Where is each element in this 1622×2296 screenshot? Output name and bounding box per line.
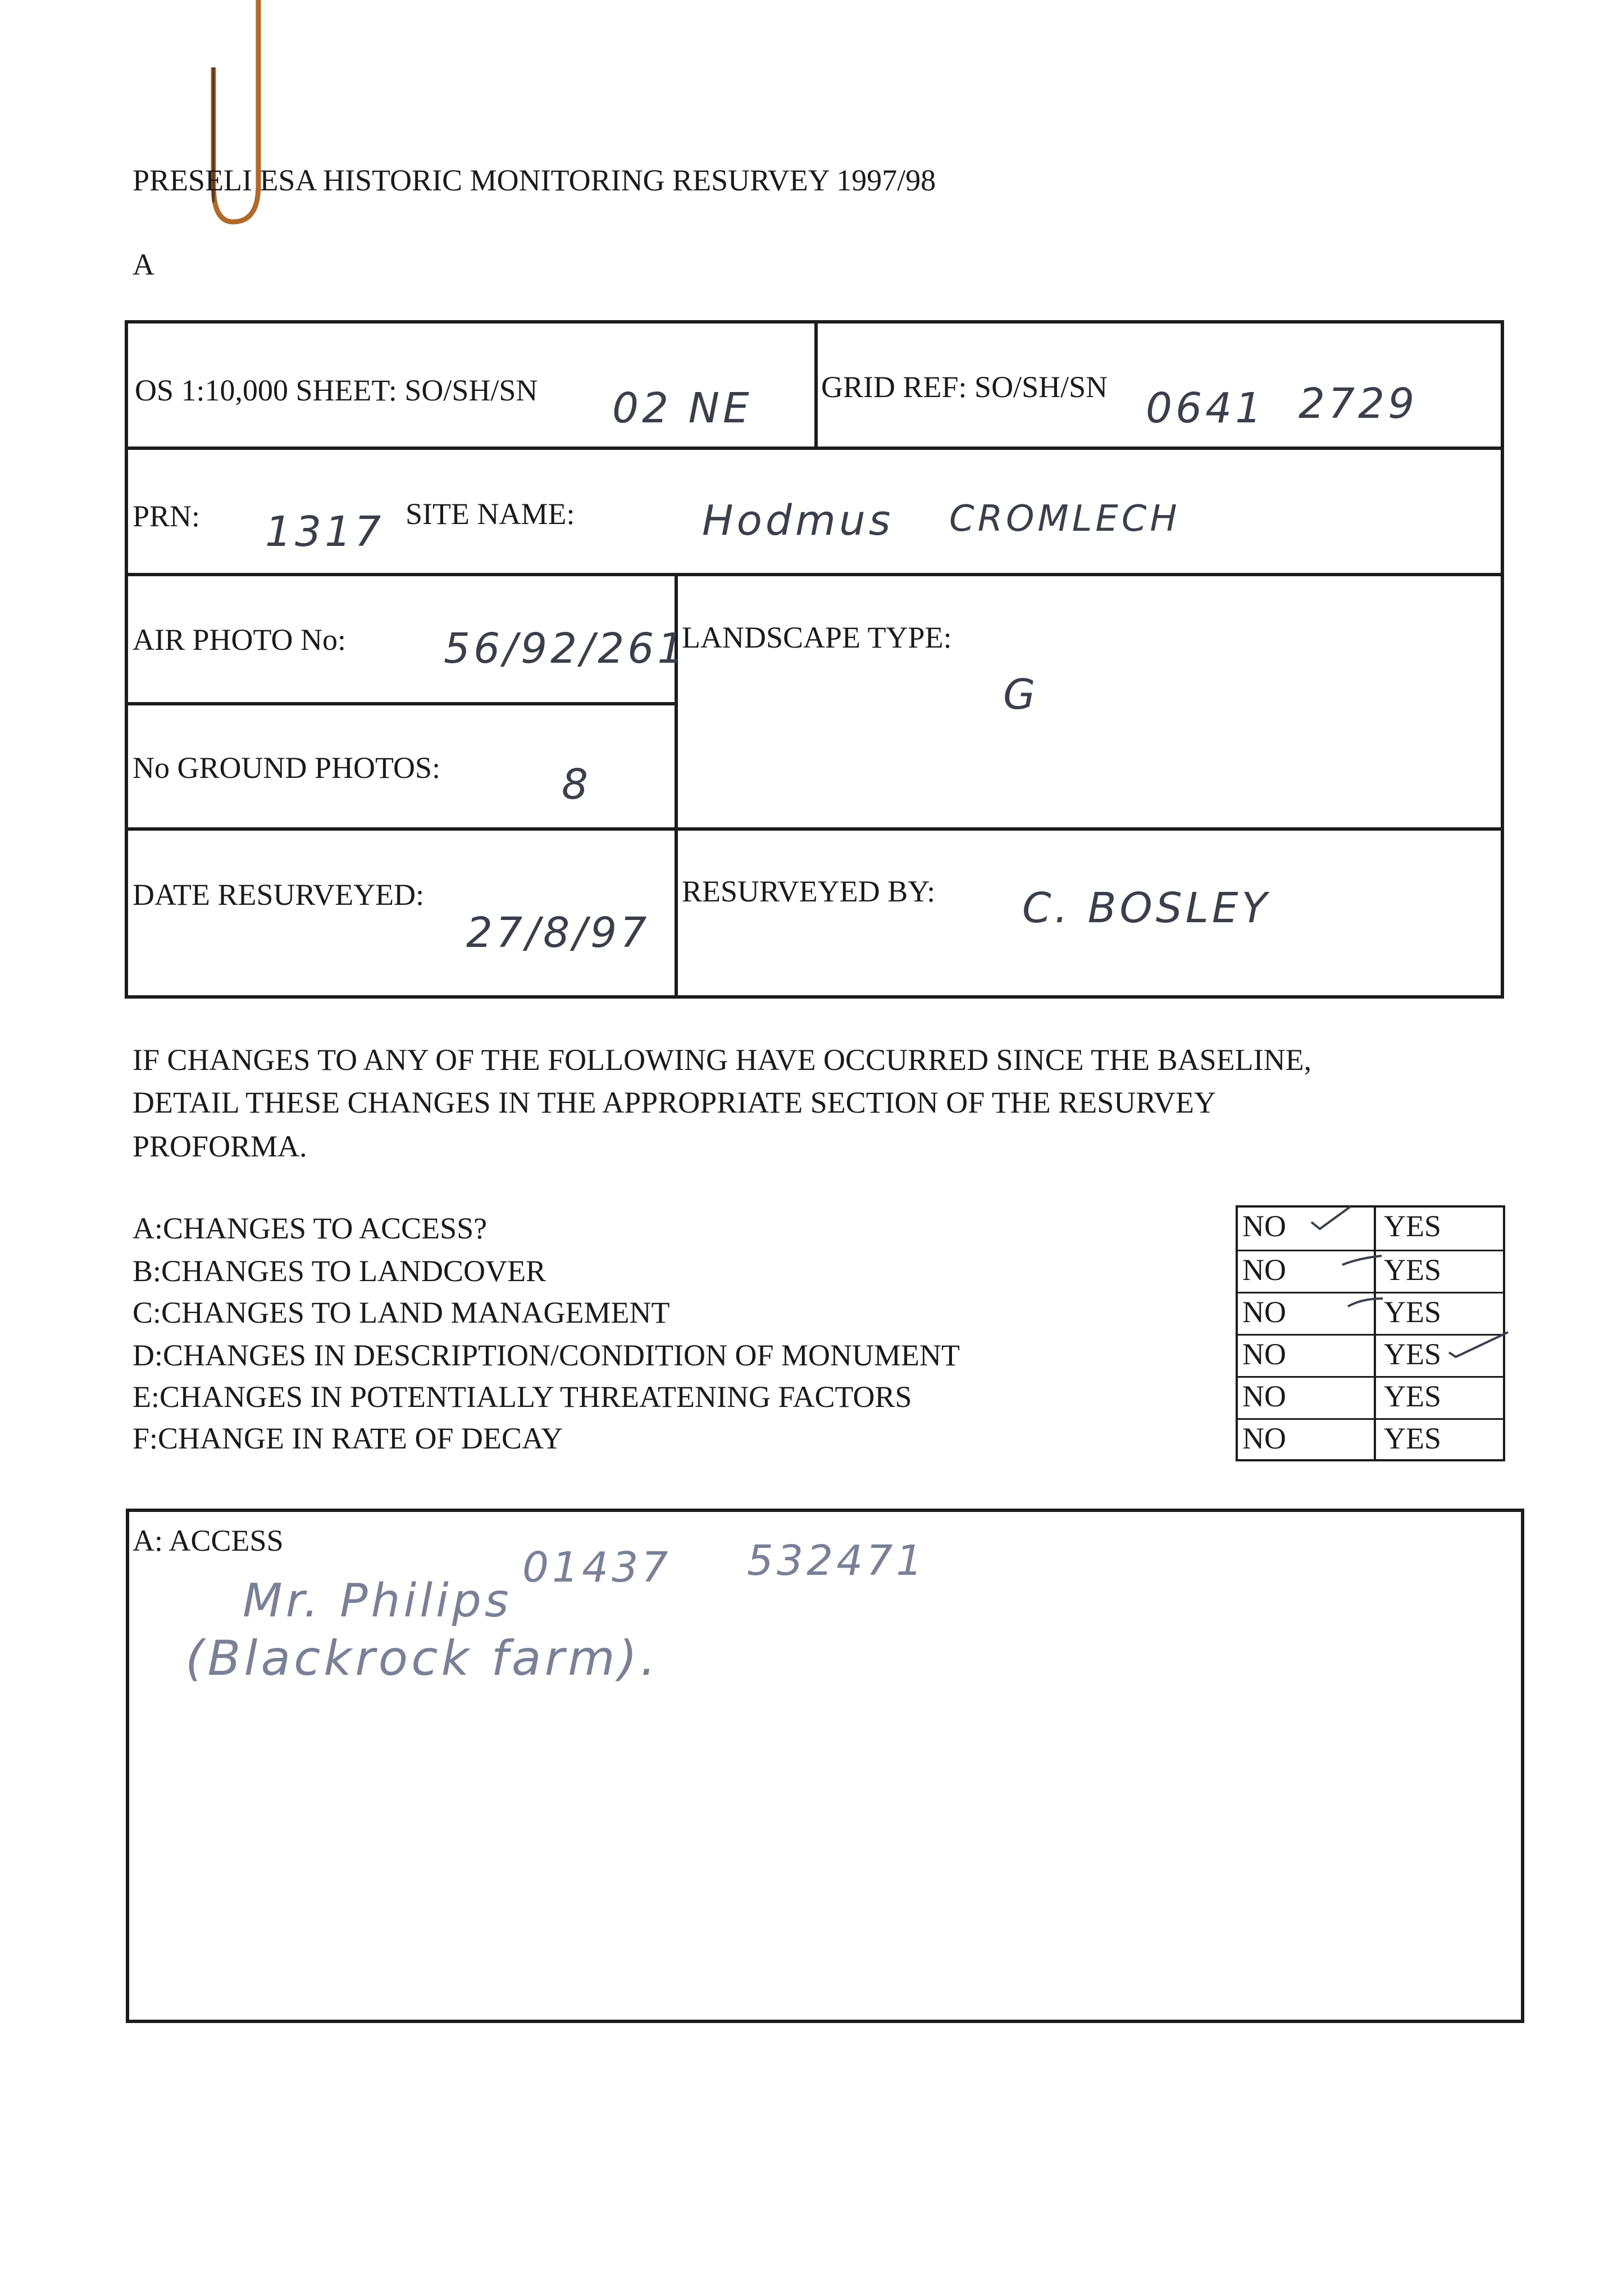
table-row <box>1238 1418 1503 1460</box>
no-option-d[interactable]: NO <box>1242 1337 1286 1371</box>
resurveyed-by-value[interactable]: C. BOSLEY <box>1022 884 1270 932</box>
site-name-value-2[interactable]: CROMLECH <box>949 498 1181 540</box>
no-option-f[interactable]: NO <box>1242 1422 1286 1455</box>
prn-label: PRN: <box>133 499 201 533</box>
yes-option-d[interactable]: YES <box>1384 1337 1442 1371</box>
page-title: PRESELI ESA HISTORIC MONITORING RESURVEY 1997/98 <box>133 163 936 197</box>
date-resurveyed-label: DATE RESURVEYED: <box>133 878 425 912</box>
question-e: E:CHANGES IN POTENTIALLY THREATENING FACTORS <box>133 1380 912 1414</box>
os-sheet-label: OS 1:10,000 SHEET: SO/SH/SN <box>135 373 538 407</box>
check-icon <box>1342 1256 1382 1265</box>
resurveyed-by-label: RESURVEYED BY: <box>682 874 936 908</box>
divider <box>814 320 818 448</box>
yes-option-a[interactable]: YES <box>1384 1209 1442 1243</box>
grid-ref-label: GRID REF: SO/SH/SN <box>821 370 1108 404</box>
divider <box>125 447 1504 450</box>
no-option-a[interactable]: NO <box>1242 1209 1286 1243</box>
landscape-type-value[interactable]: G <box>1003 671 1039 719</box>
check-icon <box>1311 1206 1351 1229</box>
section-letter: A <box>133 248 154 281</box>
date-resurveyed-value[interactable]: 27/8/97 <box>466 909 650 957</box>
question-b: B:CHANGES TO LANDCOVER <box>133 1254 546 1288</box>
yes-option-f[interactable]: YES <box>1384 1422 1442 1455</box>
site-name-value-1[interactable]: Hodmus <box>702 496 894 545</box>
site-name-label: SITE NAME: <box>406 497 575 531</box>
yes-option-e[interactable]: YES <box>1384 1379 1442 1413</box>
yes-option-c[interactable]: YES <box>1384 1295 1442 1329</box>
ground-photos-label: No GROUND PHOTOS: <box>133 751 441 785</box>
air-photo-value[interactable]: 56/92/261 <box>444 625 687 673</box>
access-note-phone-1[interactable]: 01437 <box>522 1543 672 1592</box>
instructions-line-2: DETAIL THESE CHANGES IN THE APPROPRIATE SECTION OF THE RESURVEY <box>133 1086 1216 1119</box>
instructions-line-1: IF CHANGES TO ANY OF THE FOLLOWING HAVE OCCURRED SINCE THE BASELINE, <box>133 1043 1312 1077</box>
question-f: F:CHANGE IN RATE OF DECAY <box>133 1422 563 1455</box>
access-note-phone-2[interactable]: 532471 <box>747 1537 926 1585</box>
check-icon <box>1348 1299 1383 1306</box>
air-photo-label: AIR PHOTO No: <box>133 623 347 657</box>
no-option-b[interactable]: NO <box>1242 1253 1286 1287</box>
question-c: C:CHANGES TO LAND MANAGEMENT <box>133 1296 670 1329</box>
ground-photos-value[interactable]: 8 <box>562 760 592 809</box>
no-option-e[interactable]: NO <box>1242 1379 1286 1413</box>
prn-value[interactable]: 1317 <box>265 508 385 556</box>
question-a: A:CHANGES TO ACCESS? <box>133 1211 487 1245</box>
divider <box>125 702 676 705</box>
grid-ref-north-value[interactable]: 2729 <box>1298 380 1418 428</box>
landscape-type-label: LANDSCAPE TYPE: <box>682 621 952 654</box>
access-label: A: ACCESS <box>133 1524 284 1557</box>
question-d: D:CHANGES IN DESCRIPTION/CONDITION OF MONUMENT <box>133 1338 960 1372</box>
check-icon <box>1449 1332 1508 1357</box>
divider <box>125 573 1504 576</box>
os-sheet-value[interactable]: 02 NE <box>612 384 753 432</box>
instructions-line-3: PROFORMA. <box>133 1129 307 1163</box>
yes-option-b[interactable]: YES <box>1384 1253 1442 1287</box>
grid-ref-east-value[interactable]: 0641 <box>1146 384 1265 432</box>
tick-marks <box>1236 1202 1528 1393</box>
divider <box>125 827 1504 831</box>
access-note-name[interactable]: Mr. Philips <box>243 1574 512 1628</box>
access-note-farm[interactable]: (Blackrock farm). <box>185 1630 659 1687</box>
paperclip-icon <box>202 0 281 236</box>
no-option-c[interactable]: NO <box>1242 1295 1286 1329</box>
